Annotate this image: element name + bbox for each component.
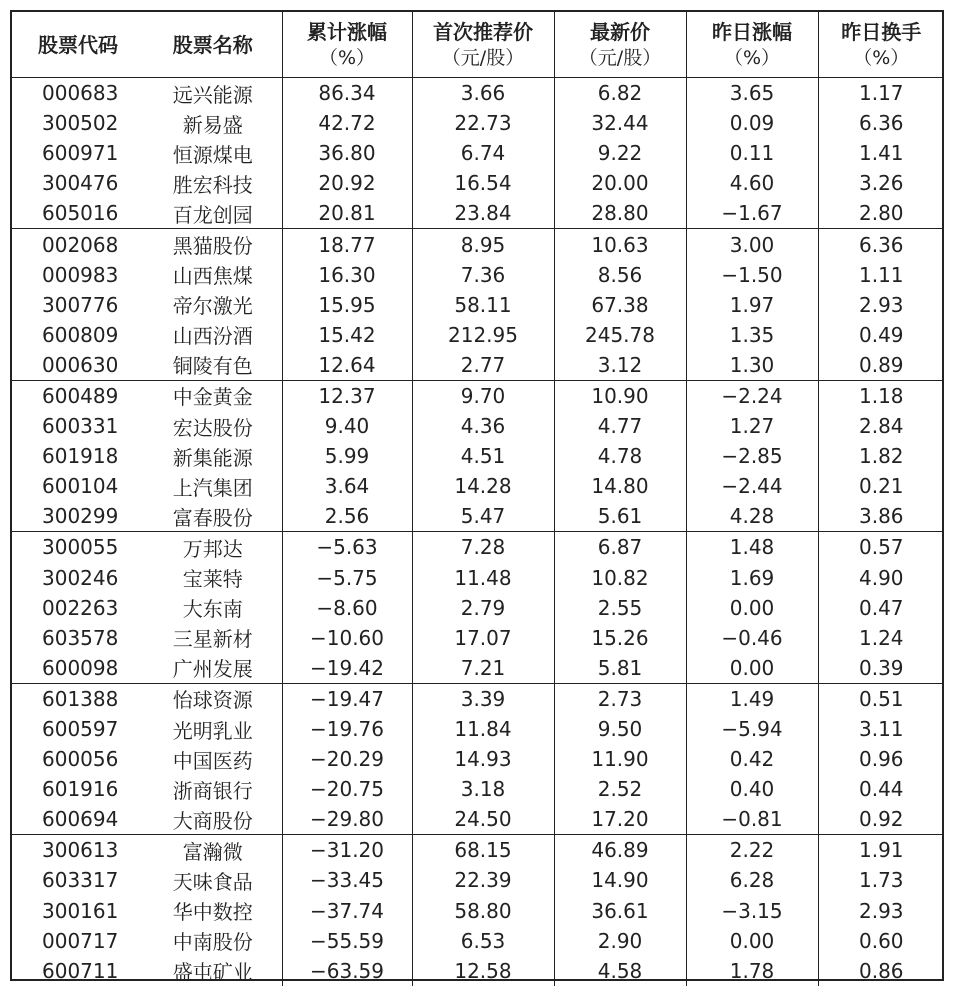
cell-stock-name: 中国医药	[172, 748, 253, 773]
table-row	[12, 623, 944, 653]
cell-latest-price: 10.63	[554, 229, 686, 260]
cell-stock-name: 怡球资源	[144, 683, 282, 714]
cell-yesterday-gain: −0.81	[686, 804, 818, 835]
cell-first-recommend-price: 14.28	[412, 471, 554, 501]
cell-first-recommend-price: 4.51	[412, 441, 554, 471]
cell-yesterday-turnover: 1.17	[818, 78, 944, 109]
cell-yesterday-turnover: 0.39	[818, 653, 944, 684]
cell-stock-code: 300476	[42, 171, 119, 196]
cell-first-recommend-price: 11.84	[412, 714, 554, 744]
cell-latest-price: 36.61	[554, 896, 686, 926]
cell-yesterday-turnover: 6.36	[818, 229, 944, 260]
cell-yesterday-turnover: 1.73	[818, 865, 944, 895]
cell-yesterday-gain: −0.46	[686, 623, 818, 653]
cell-latest-price: 46.89	[554, 835, 686, 866]
table-row	[12, 744, 944, 774]
cell-yesterday-turnover: 0.49	[818, 320, 944, 350]
cell-stock-name: 恒源煤电	[172, 142, 253, 167]
cell-yesterday-gain: −1.67	[686, 198, 818, 229]
cell-cumulative-gain: −19.47	[282, 683, 412, 714]
cell-yesterday-gain: 1.30	[686, 350, 818, 381]
cell-cumulative-gain: −5.75	[282, 563, 412, 593]
cell-latest-price: 10.82	[554, 563, 686, 593]
table-row	[12, 320, 944, 350]
cell-latest-price: 6.82	[554, 78, 686, 109]
cell-stock-code: 601918	[42, 444, 119, 469]
cell-first-recommend-price: 68.15	[412, 835, 554, 866]
cell-cumulative-gain: −19.76	[282, 714, 412, 744]
table-row	[12, 198, 944, 229]
cell-first-recommend-price: 58.11	[412, 290, 554, 320]
table-row	[12, 653, 944, 684]
cell-stock-code: 300299	[42, 504, 119, 529]
cell-yesterday-turnover: 6.36	[818, 108, 944, 138]
cell-stock-name: 宏达股份	[172, 415, 253, 440]
table-row	[12, 138, 944, 168]
cell-yesterday-gain: 1.69	[686, 563, 818, 593]
cell-cumulative-gain: −63.59	[282, 956, 412, 986]
cell-cumulative-gain: 2.56	[282, 501, 412, 532]
cell-yesterday-gain: 0.40	[686, 774, 818, 804]
cell-first-recommend-price: 2.79	[412, 593, 554, 623]
cell-stock-code: 603317	[42, 868, 119, 893]
cell-stock-name: 百龙创园	[172, 202, 253, 227]
cell-stock-name: 山西焦煤	[172, 264, 253, 289]
cell-stock-name: 中金黄金	[144, 380, 282, 411]
cell-yesterday-turnover: 0.60	[818, 926, 944, 956]
cell-yesterday-turnover: 3.86	[818, 501, 944, 532]
cell-stock-name: 富瀚微	[144, 835, 282, 866]
cell-cumulative-gain: 3.64	[282, 471, 412, 501]
cell-yesterday-turnover: 0.57	[818, 532, 944, 563]
cell-yesterday-turnover: 4.90	[818, 563, 944, 593]
table-row	[12, 78, 944, 109]
cell-yesterday-turnover: 0.92	[818, 804, 944, 835]
cell-first-recommend-price: 58.80	[412, 896, 554, 926]
cell-first-recommend-price: 6.74	[412, 138, 554, 168]
cell-stock-name: 新易盛	[182, 112, 243, 137]
cell-stock-code: 300246	[42, 565, 119, 590]
cell-yesterday-turnover: 3.11	[818, 714, 944, 744]
cell-cumulative-gain: −19.42	[282, 653, 412, 684]
cell-first-recommend-price: 3.18	[412, 774, 554, 804]
cell-stock-name: 万邦达	[144, 532, 282, 563]
cell-stock-name: 铜陵有色	[172, 354, 253, 379]
cell-latest-price: 3.12	[554, 350, 686, 381]
cell-first-recommend-price: 8.95	[412, 229, 554, 260]
cell-stock-name: 远兴能源	[172, 82, 253, 107]
cell-stock-name: 华中数控	[172, 900, 253, 925]
cell-yesterday-turnover: 1.18	[818, 380, 944, 411]
cell-yesterday-turnover: 2.93	[818, 290, 944, 320]
cell-stock-code: 601388	[12, 683, 144, 714]
cell-cumulative-gain: 18.77	[282, 229, 412, 260]
table-row	[12, 926, 944, 956]
cell-cumulative-gain: 12.64	[282, 350, 412, 381]
table-row	[12, 804, 944, 835]
cell-stock-name: 浙商银行	[172, 778, 253, 803]
cell-stock-name: 中南股份	[172, 930, 253, 955]
cell-stock-code: 300613	[12, 835, 144, 866]
cell-first-recommend-price: 7.36	[412, 260, 554, 290]
cell-yesterday-turnover: 2.80	[818, 198, 944, 229]
cell-yesterday-turnover: 1.82	[818, 441, 944, 471]
cell-stock-code: 600971	[42, 141, 119, 166]
cell-stock-code: 600056	[42, 747, 119, 772]
stock-table	[12, 12, 944, 986]
table-row	[12, 532, 944, 563]
table-row	[12, 260, 944, 290]
cell-latest-price: 32.44	[554, 108, 686, 138]
cell-cumulative-gain: 12.37	[282, 380, 412, 411]
cell-cumulative-gain: −10.60	[282, 623, 412, 653]
cell-latest-price: 10.90	[554, 380, 686, 411]
cell-yesterday-turnover: 1.11	[818, 260, 944, 290]
header-latest-price: 最新价 （元/股）	[554, 12, 686, 78]
cell-stock-name: 胜宏科技	[172, 172, 253, 197]
cell-yesterday-gain: 0.00	[686, 593, 818, 623]
cell-stock-code: 600597	[42, 717, 119, 742]
cell-first-recommend-price: 7.28	[412, 532, 554, 563]
cell-first-recommend-price: 17.07	[412, 623, 554, 653]
cell-latest-price: 5.61	[554, 501, 686, 532]
cell-latest-price: 245.78	[554, 320, 686, 350]
cell-yesterday-gain: 0.42	[686, 744, 818, 774]
cell-yesterday-gain: −2.24	[686, 380, 818, 411]
cell-first-recommend-price: 2.77	[412, 350, 554, 381]
cell-yesterday-gain: 0.00	[686, 653, 818, 684]
cell-yesterday-turnover: 2.93	[818, 896, 944, 926]
cell-yesterday-gain: 0.11	[686, 138, 818, 168]
cell-latest-price: 2.55	[554, 593, 686, 623]
cell-stock-code: 002068	[12, 229, 144, 260]
cell-cumulative-gain: 9.40	[282, 411, 412, 441]
cell-cumulative-gain: −8.60	[282, 593, 412, 623]
stock-table-frame	[10, 10, 944, 985]
cell-yesterday-gain: −2.85	[686, 441, 818, 471]
cell-stock-code: 000683	[42, 81, 119, 106]
cell-latest-price: 9.50	[554, 714, 686, 744]
cell-latest-price: 20.00	[554, 168, 686, 198]
cell-stock-code: 000983	[42, 262, 119, 287]
cell-first-recommend-price: 6.53	[412, 926, 554, 956]
cell-yesterday-turnover: 0.89	[818, 350, 944, 381]
cell-latest-price: 4.58	[554, 956, 686, 986]
cell-cumulative-gain: 5.99	[282, 441, 412, 471]
cell-cumulative-gain: −55.59	[282, 926, 412, 956]
cell-stock-code: 600694	[42, 807, 119, 832]
table-row	[12, 168, 944, 198]
cell-cumulative-gain: −20.29	[282, 744, 412, 774]
cell-yesterday-gain: 1.97	[686, 290, 818, 320]
cell-stock-name: 宝莱特	[182, 567, 243, 592]
cell-latest-price: 17.20	[554, 804, 686, 835]
cell-stock-code: 601916	[42, 777, 119, 802]
cell-first-recommend-price: 24.50	[412, 804, 554, 835]
cell-yesterday-gain: 1.27	[686, 411, 818, 441]
table-row	[12, 865, 944, 895]
cell-yesterday-gain: −1.50	[686, 260, 818, 290]
cell-latest-price: 11.90	[554, 744, 686, 774]
cell-yesterday-gain: −2.44	[686, 471, 818, 501]
table-row	[12, 501, 944, 532]
cell-stock-code: 002263	[42, 595, 119, 620]
cell-cumulative-gain: 36.80	[282, 138, 412, 168]
cell-yesterday-turnover: 0.47	[818, 593, 944, 623]
header-yesterday-gain: 昨日涨幅 （%）	[686, 12, 818, 78]
cell-first-recommend-price: 12.58	[412, 956, 554, 986]
table-row	[12, 411, 944, 441]
cell-latest-price: 28.80	[554, 198, 686, 229]
cell-latest-price: 5.81	[554, 653, 686, 684]
cell-stock-code: 605016	[42, 201, 119, 226]
cell-yesterday-turnover: 1.24	[818, 623, 944, 653]
cell-yesterday-turnover: 2.84	[818, 411, 944, 441]
cell-stock-code: 600104	[42, 474, 119, 499]
cell-latest-price: 2.73	[554, 683, 686, 714]
cell-yesterday-turnover: 0.86	[818, 956, 944, 986]
table-row	[12, 956, 944, 986]
cell-yesterday-turnover: 3.26	[818, 168, 944, 198]
cell-yesterday-gain: −3.15	[686, 896, 818, 926]
cell-first-recommend-price: 22.39	[412, 865, 554, 895]
cell-stock-name: 大东南	[182, 597, 243, 622]
cell-first-recommend-price: 11.48	[412, 563, 554, 593]
cell-latest-price: 9.22	[554, 138, 686, 168]
table-row	[12, 108, 944, 138]
cell-yesterday-gain: 3.65	[686, 78, 818, 109]
table-row	[12, 774, 944, 804]
cell-latest-price: 8.56	[554, 260, 686, 290]
cell-first-recommend-price: 212.95	[412, 320, 554, 350]
cell-yesterday-gain: 0.00	[686, 926, 818, 956]
cell-stock-name: 上汽集团	[172, 475, 253, 500]
cell-yesterday-gain: 1.78	[686, 956, 818, 986]
cell-first-recommend-price: 4.36	[412, 411, 554, 441]
cell-stock-code: 300055	[12, 532, 144, 563]
cell-stock-code: 600489	[12, 380, 144, 411]
cell-stock-name: 富春股份	[172, 505, 253, 530]
cell-stock-code: 600711	[42, 958, 119, 983]
cell-cumulative-gain: 15.42	[282, 320, 412, 350]
cell-yesterday-gain: 0.09	[686, 108, 818, 138]
header-cumulative-gain: 累计涨幅 （%）	[282, 12, 412, 78]
cell-yesterday-gain: 1.48	[686, 532, 818, 563]
cell-stock-code: 600098	[42, 655, 119, 680]
cell-cumulative-gain: −33.45	[282, 865, 412, 895]
table-row	[12, 835, 944, 866]
cell-stock-code: 600331	[42, 414, 119, 439]
cell-yesterday-turnover: 0.96	[818, 744, 944, 774]
cell-first-recommend-price: 23.84	[412, 198, 554, 229]
cell-cumulative-gain: 16.30	[282, 260, 412, 290]
cell-latest-price: 15.26	[554, 623, 686, 653]
cell-yesterday-turnover: 0.44	[818, 774, 944, 804]
cell-yesterday-gain: −5.94	[686, 714, 818, 744]
cell-yesterday-turnover: 1.41	[818, 138, 944, 168]
cell-yesterday-gain: 3.00	[686, 229, 818, 260]
cell-stock-name: 山西汾酒	[172, 324, 253, 349]
cell-first-recommend-price: 16.54	[412, 168, 554, 198]
cell-first-recommend-price: 22.73	[412, 108, 554, 138]
table-header	[12, 12, 944, 78]
cell-first-recommend-price: 7.21	[412, 653, 554, 684]
table-row	[12, 896, 944, 926]
cell-cumulative-gain: −29.80	[282, 804, 412, 835]
cell-first-recommend-price: 3.66	[412, 78, 554, 109]
table-row	[12, 563, 944, 593]
cell-cumulative-gain: −31.20	[282, 835, 412, 866]
cell-latest-price: 2.90	[554, 926, 686, 956]
table-row	[12, 290, 944, 320]
cell-stock-code: 000630	[42, 352, 119, 377]
cell-cumulative-gain: −20.75	[282, 774, 412, 804]
cell-stock-name: 帝尔激光	[172, 294, 253, 319]
table-row	[12, 441, 944, 471]
table-row	[12, 714, 944, 744]
cell-latest-price: 67.38	[554, 290, 686, 320]
cell-stock-code: 000717	[42, 928, 119, 953]
cell-latest-price: 14.90	[554, 865, 686, 895]
cell-first-recommend-price: 3.39	[412, 683, 554, 714]
cell-cumulative-gain: 20.81	[282, 198, 412, 229]
cell-stock-code: 600809	[42, 322, 119, 347]
cell-stock-name: 天味食品	[172, 869, 253, 894]
cell-cumulative-gain: 20.92	[282, 168, 412, 198]
cell-latest-price: 6.87	[554, 532, 686, 563]
cell-cumulative-gain: −5.63	[282, 532, 412, 563]
cell-yesterday-turnover: 0.21	[818, 471, 944, 501]
cell-cumulative-gain: −37.74	[282, 896, 412, 926]
table-row	[12, 380, 944, 411]
cell-stock-name: 盛屯矿业	[172, 960, 253, 985]
cell-yesterday-gain: 1.49	[686, 683, 818, 714]
table-body	[12, 78, 944, 986]
header-stock-code: 股票代码	[12, 12, 144, 78]
cell-stock-name: 黑猫股份	[144, 229, 282, 260]
cell-cumulative-gain: 86.34	[282, 78, 412, 109]
cell-stock-code: 300776	[42, 292, 119, 317]
cell-stock-code: 603578	[42, 625, 119, 650]
cell-latest-price: 4.78	[554, 441, 686, 471]
header-stock-name: 股票名称	[144, 12, 282, 78]
cell-stock-code: 300502	[42, 111, 119, 136]
cell-stock-name: 三星新材	[172, 627, 253, 652]
table-row	[12, 350, 944, 381]
cell-yesterday-gain: 1.35	[686, 320, 818, 350]
table-row	[12, 471, 944, 501]
table-row	[12, 683, 944, 714]
cell-stock-name: 大商股份	[172, 808, 253, 833]
cell-stock-code: 300161	[42, 898, 119, 923]
cell-latest-price: 14.80	[554, 471, 686, 501]
cell-yesterday-gain: 2.22	[686, 835, 818, 866]
cell-yesterday-turnover: 0.51	[818, 683, 944, 714]
cell-first-recommend-price: 5.47	[412, 501, 554, 532]
cell-first-recommend-price: 9.70	[412, 380, 554, 411]
cell-cumulative-gain: 42.72	[282, 108, 412, 138]
header-first-recommend-price: 首次推荐价 （元/股）	[412, 12, 554, 78]
table-row	[12, 229, 944, 260]
table-row	[12, 593, 944, 623]
cell-yesterday-gain: 4.60	[686, 168, 818, 198]
cell-yesterday-gain: 4.28	[686, 501, 818, 532]
cell-first-recommend-price: 14.93	[412, 744, 554, 774]
header-yesterday-turnover: 昨日换手 （%）	[818, 12, 944, 78]
cell-yesterday-gain: 6.28	[686, 865, 818, 895]
cell-latest-price: 2.52	[554, 774, 686, 804]
cell-latest-price: 4.77	[554, 411, 686, 441]
cell-stock-name: 广州发展	[172, 657, 253, 682]
cell-yesterday-turnover: 1.91	[818, 835, 944, 866]
cell-stock-name: 光明乳业	[172, 718, 253, 743]
cell-stock-name: 新集能源	[172, 445, 253, 470]
cell-cumulative-gain: 15.95	[282, 290, 412, 320]
